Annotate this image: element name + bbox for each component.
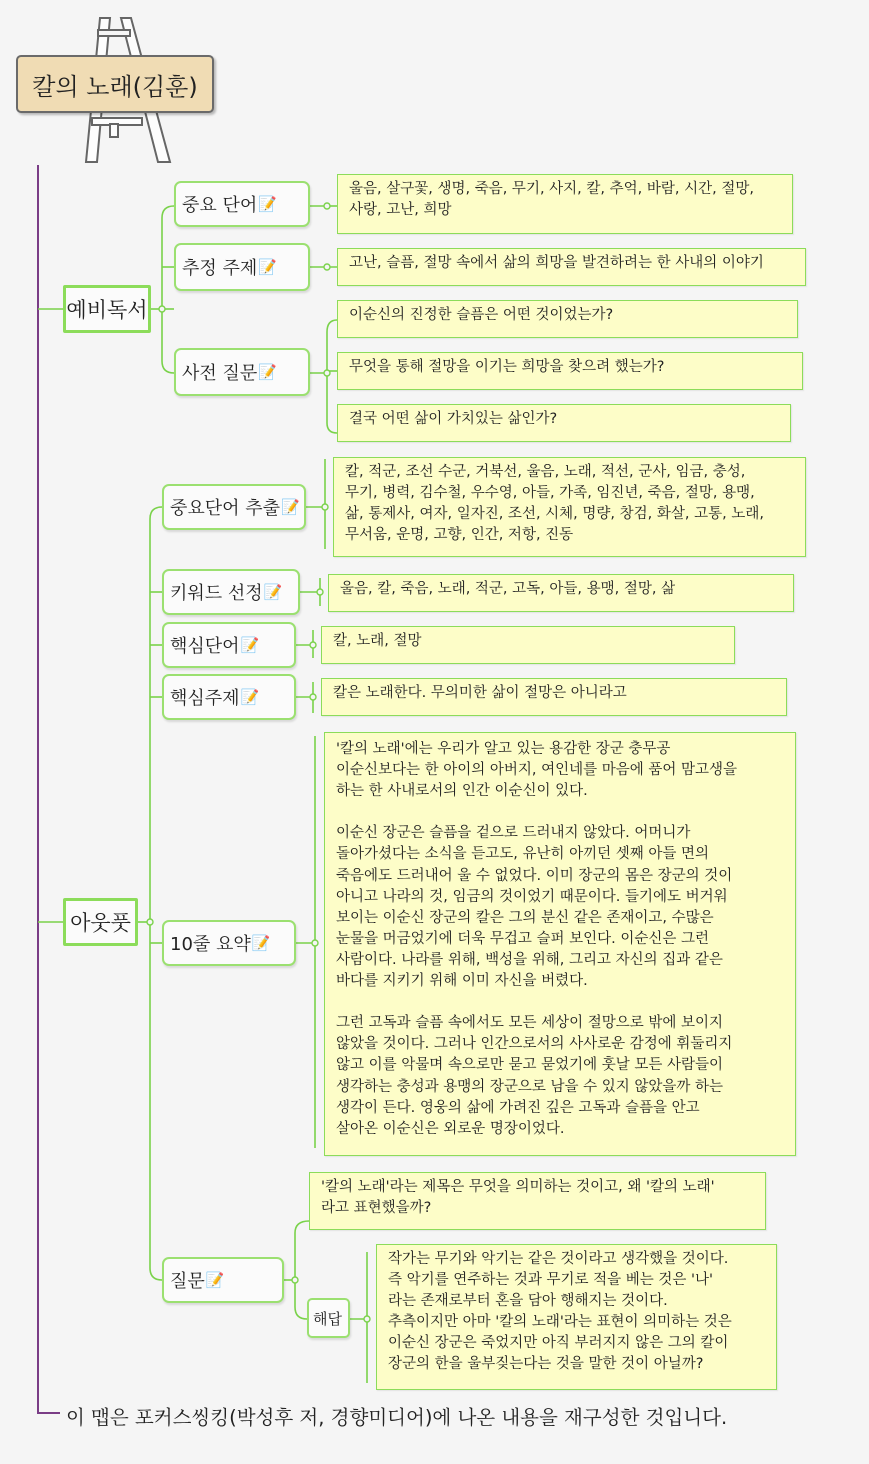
topic-core-words-label: 핵심단어 (170, 636, 240, 657)
topic-guessed-theme[interactable] (174, 243, 310, 291)
note-pencil-icon[interactable]: 📝 (251, 933, 271, 952)
note-pre-question-2: 무엇을 통해 절망을 이기는 희망을 찾으려 했는가? (337, 352, 803, 390)
footer-credit: 이 맵은 포커스씽킹(박성후 저, 경향미디어)에 나온 내용을 재구성한 것입니다. (66, 1406, 728, 1429)
topic-guessed-theme-label: 추정 주제 (182, 258, 258, 279)
note-core-theme: 칼은 노래한다. 무의미한 삶이 절망은 아니라고 (321, 678, 787, 716)
note-pencil-icon[interactable]: 📝 (258, 257, 277, 276)
note-pencil-icon[interactable]: 📝 (205, 1270, 225, 1289)
topic-pre-questions-label: 사전 질문 (182, 363, 258, 384)
topic-key-words-label: 중요 단어 (182, 195, 258, 216)
topic-question-label: 질문 (170, 1271, 205, 1292)
branch-prereading[interactable] (63, 285, 151, 333)
topic-summary-label: 10줄 요약 (170, 934, 251, 955)
note-pencil-icon[interactable]: 📝 (281, 497, 300, 516)
topic-pre-questions[interactable] (174, 348, 310, 396)
note-pencil-icon[interactable]: 📝 (240, 687, 260, 706)
note-pencil-icon[interactable]: 📝 (240, 635, 260, 654)
topic-core-theme-label: 핵심주제 (170, 688, 240, 709)
note-core-words: 칼, 노래, 절망 (321, 626, 735, 664)
branch-output-label: 아웃풋 (70, 911, 131, 935)
topic-keywords[interactable] (162, 569, 300, 615)
note-question: '칼의 노래'라는 제목은 무엇을 의미하는 것이고, 왜 '칼의 노래' 라고 표현했을까? (309, 1172, 766, 1230)
note-guessed-theme: 고난, 슬픔, 절망 속에서 삶의 희망을 발견하려는 한 사내의 이야기 (337, 248, 806, 286)
branch-output[interactable] (63, 898, 138, 946)
note-summary: '칼의 노래'에는 우리가 알고 있는 용감한 장군 충무공 이순신보다는 한 아이의 아버지, 여인네를 마음에 품어 맘고생을 하는 한 사내로서의 인간 이순신이 있다. 이순신 장군은 슬픔을 겉으로 드러내지 않았다. 어머니가 돌아가셨다는 소식을 듣고도, 유난히 아끼던 셋째 아들 면의 죽음에도 드러내어 울 수 없었다. 이미 장군의 몸은 장군의 것이 아니고 나라의 것, 임금의 것이었기 때문이다. 들기에도 버거워 보이는 이순신 장군의 칼은 그의 분신 같은 존재이고, 수많은 눈물을 머금었기에 더욱 무겁고 슬퍼 보인다. 이순신은 그런 사람이다. 나라를 위해, 백성을 위해, 그리고 자신의 집과 같은 바다를 지키기 위해 이미 자신을 버렸다. 그런 고독과 슬픔 속에서도 모든 세상이 절망으로 밖에 보이지 않았을 것이다. 그러나 인간으로서의 사사로운 감정에 휘둘리지 않고 이를 악물며 속으로만 묻고 묻었기에 훗날 모든 사람들이 생각하는 충성과 용맹의 장군으로 남을 수 있지 않았을까 하는 생각이 든다. 영웅의 삶에 가려진 깊은 고독과 슬픔을 안고 살아온 이순신은 외로운 명장이었다. (324, 732, 796, 1156)
topic-key-words[interactable] (174, 181, 310, 227)
topic-summary[interactable] (162, 920, 296, 966)
note-pencil-icon[interactable]: 📝 (258, 194, 277, 213)
topic-core-words[interactable] (162, 622, 296, 668)
note-pre-question-1: 이순신의 진정한 슬픔은 어떤 것이었는가? (337, 300, 798, 338)
note-extracted-words: 칼, 적군, 조선 수군, 거북선, 울음, 노래, 적선, 군사, 임금, 충성, 무기, 병력, 김수철, 우수영, 아들, 가족, 임진년, 죽음, 절망, 용맹, 삶, 통제사, 여자, 일자진, 조선, 시체, 명량, 창검, 화살, 고통, 노래, 무서움, 운명, 고향, 인간, 저항, 진동 (333, 457, 806, 557)
central-topic[interactable] (16, 55, 214, 113)
note-keywords: 울음, 칼, 죽음, 노래, 적군, 고독, 아들, 용맹, 절망, 삶 (328, 574, 794, 612)
central-topic-label: 칼의 노래(김훈) (32, 72, 198, 101)
topic-core-theme[interactable] (162, 674, 296, 720)
note-pencil-icon[interactable]: 📝 (263, 582, 283, 601)
topic-extracted-words[interactable] (162, 484, 306, 530)
topic-answer-label: 해답 (313, 1309, 342, 1328)
topic-question[interactable] (162, 1257, 284, 1303)
topic-answer[interactable] (307, 1298, 350, 1338)
branch-prereading-label: 예비독서 (66, 298, 148, 322)
topic-keywords-label: 키워드 선정 (170, 583, 263, 604)
note-pencil-icon[interactable]: 📝 (258, 362, 277, 381)
note-key-words: 울음, 살구꽃, 생명, 죽음, 무기, 사지, 칼, 추억, 바람, 시간, 절망, 사랑, 고난, 희망 (337, 174, 793, 234)
topic-extracted-words-label: 중요단어 추출 (170, 498, 281, 519)
note-pre-question-3: 결국 어떤 삶이 가치있는 삶인가? (337, 404, 791, 442)
note-answer: 작가는 무기와 악기는 같은 것이라고 생각했을 것이다. 즉 악기를 연주하는 것과 무기로 적을 베는 것은 '나' 라는 존재로부터 혼을 담아 행해지는 것이다. 추측이지만 아마 '칼의 노래'라는 표현이 의미하는 것은 이순신 장군은 죽었지만 아직 부러지지 않은 그의 칼이 장군의 한을 울부짖는다는 것을 말한 것이 아닐까? (376, 1244, 777, 1390)
